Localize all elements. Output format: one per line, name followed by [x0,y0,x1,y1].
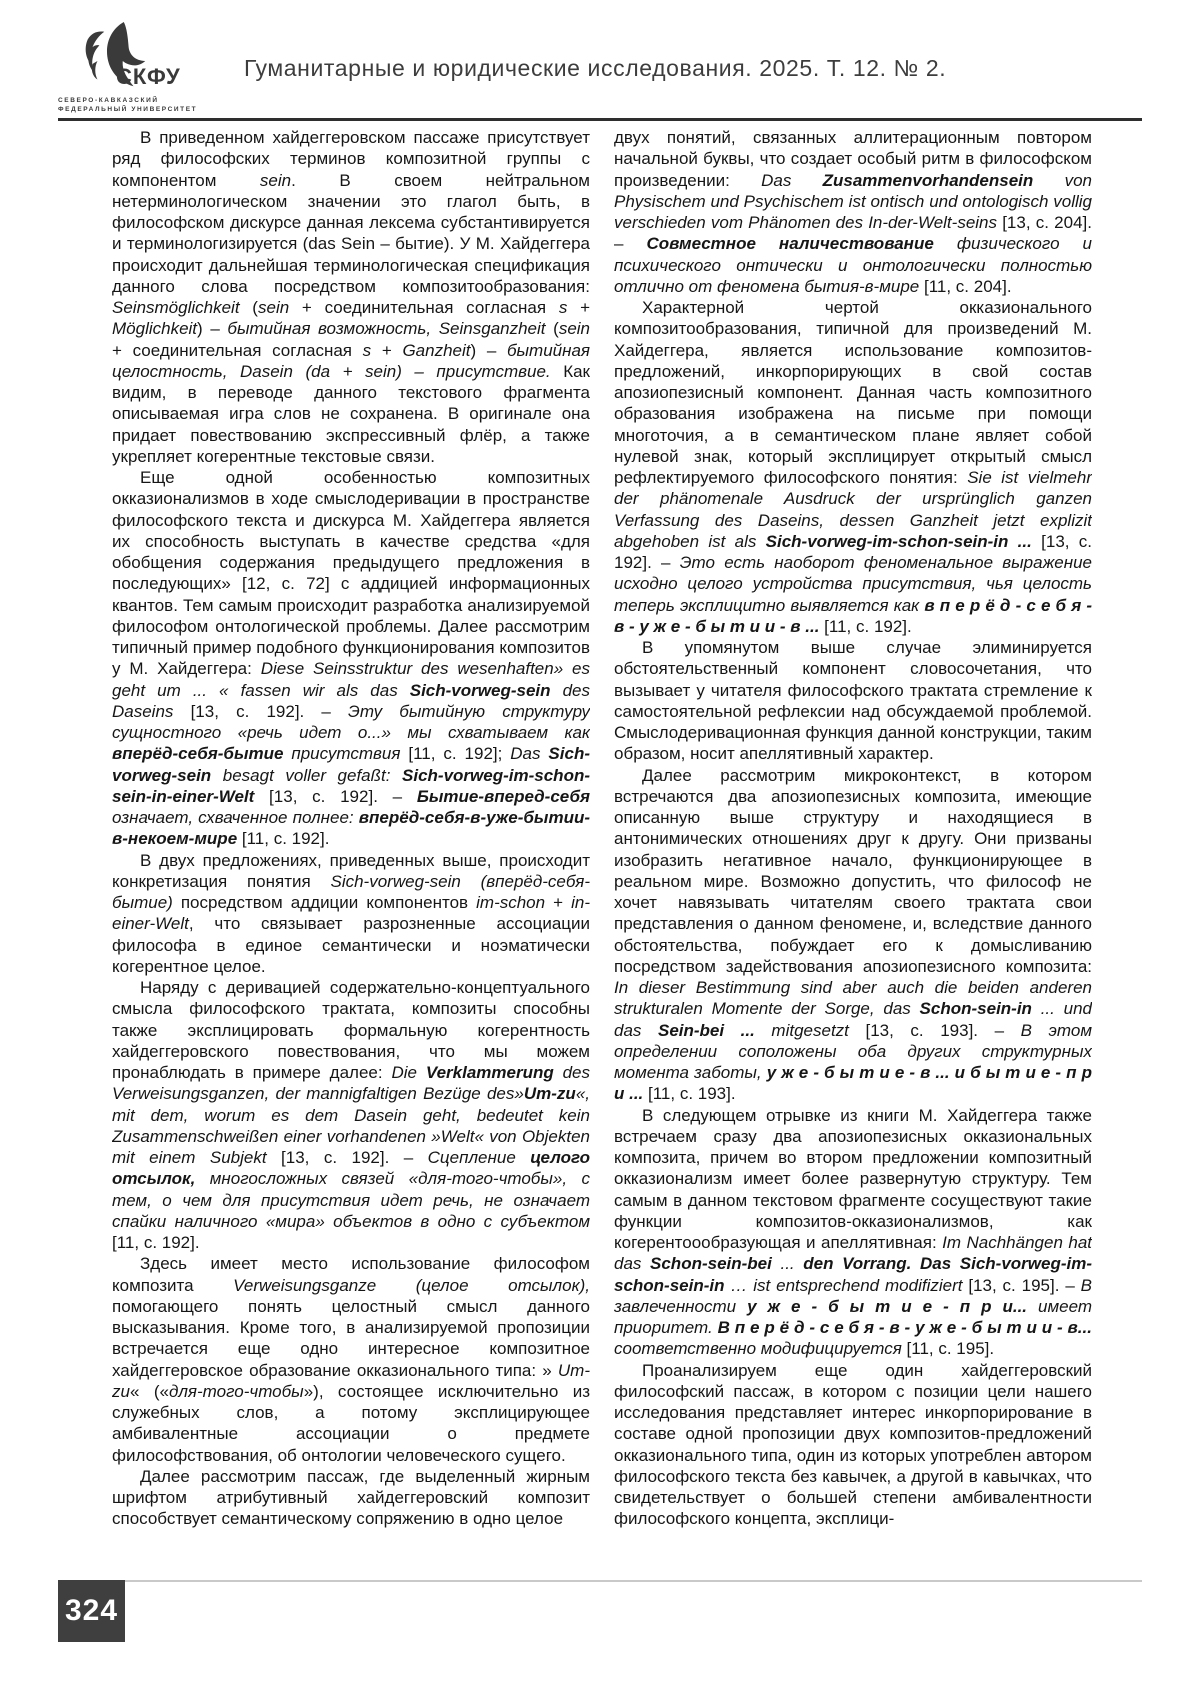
text-run: s [558,298,568,317]
text-run: помогающего понять целостный смысл данного высказывания. Кроме того, в анализируемой пропозиции встречается еще одно интересное композитное хайдеггеровское образование окказионального типа: » [112,1296,590,1380]
text-run: бытийная целостность, Dasein (da + sein) – присутствие. [112,340,590,381]
paragraph [112,850,590,978]
text-run: [11, с. 204]. [919,276,1012,296]
paragraph [112,467,590,850]
paragraph [614,1105,1092,1360]
text-run: многосложных связей «для-того-чтобы», с тем, о чем для присутствия идет речь, не означает спайки наличного «мира» объектов в одно с субъектом [112,1169,590,1231]
text-run: Verweisungsganze (целое отсылок), [233,1275,590,1295]
text-run: den Vorrang. Das Sich-vorweg-im-schon-sein-in [614,1254,1092,1295]
left-column [112,127,590,1575]
text-run: [11, с. 195]. [901,1339,995,1359]
logo-caption [58,96,218,114]
text-run: Это есть наоборот феноменальное выражение исходно целого устройства присутствия, чья целость теперь эксплицитно выявляется как [614,553,1092,615]
text-run: у ж е - б ы т и е - в ... и б ы т и е - п р и ... [614,1063,1092,1104]
text-run: + [371,340,403,360]
text-run: Совместное наличествование [646,234,934,254]
text-run: Проанализируем еще один хайдеггеровский философский пассаж, в котором с позиции цели нашего исследования представляет интерес инкорпорирование в составе одной пропозиции двух композитов-предложений окказионального типа, один из которых употреблен автором философского текста без кавычек, а другой в кавычках, что свидетельствует о большей степени амбивалентности философского концепта, эксплици- [614,1360,1092,1529]
text-run: Далее рассмотрим пассаж, где выделенный жирным шрифтом атрибутивный хайдеггеровский композит способствует семантическому сопряжению в одно целое [112,1466,590,1529]
paragraph [112,977,590,1253]
text-run: In dieser Bestimmung sind aber auch die beiden anderen strukturalen Momente der Sorge, das [614,978,1092,1019]
text-run: Verklammerung [425,1063,554,1082]
text-run: [11, с. 192]. [819,616,912,636]
paragraph [112,1253,590,1466]
paragraph [614,127,1092,297]
text-run: «, mit dem, worum es dem Dasein geht, bedeutet kein Zusammenschweißen einer vorhandenen »Welt« von Objekten mit einem Subjekt [112,1084,590,1167]
paragraph [614,1360,1092,1530]
text-run: , что связывает разрозненные ассоциации философа в единое семантически и ноэматически когерентное целое. [112,914,590,976]
text-run: В п е р ё д - с е б я - в - у ж е - б ы т и и - в... [717,1318,1092,1337]
text-run: [13, с. 193]. – [848,1020,1021,1040]
text-run: В двух предложениях, приведенных выше, происходит конкретизация понятия [112,850,590,891]
text-run: Das [761,170,823,190]
text-run: Diese Seinsstruktur des wesenhaften» es geht um ... « fassen wir als das [112,659,590,700]
text-run: ... [771,1254,804,1274]
text-run: ) – [470,340,507,360]
text-run: Как видим, в переводе данного текстового фрагмента описываемая игра слов не сохранена. В оригинале она придает повествованию экспрессивный флёр, а также укрепляет когерентные текстовые связи. [112,361,590,466]
text-run: im-schon [476,893,546,912]
text-run: Бытие-вперед-себя [416,786,590,806]
text-run: Sich-vorweg-sein [112,744,590,785]
text-run: sein [257,298,290,317]
text-run: двух понятий, связанных аллитерационным повтором начальной буквы, что создает особый ритм в философском произведении: [614,128,1092,190]
text-run: [13, с. 192]. – [254,786,417,806]
text-run: Здесь имеет место использование философом композита [112,1254,590,1295]
text-run: « (« [129,1381,169,1401]
text-run: вперёд-себя-в-уже-бытии-в-некоем-мире [112,808,590,849]
text-run: [11, с. 192]; [400,744,511,764]
text-run: Сцепление [427,1148,531,1167]
journal-title: Гуманитарные и юридические исследования. 2025. Т. 12. № 2. [244,54,947,81]
text-run: + соединительная согласная [112,340,363,360]
text-run: in-einer-Welt [112,893,590,934]
text-run: Наряду с деривацией содержательно-концептуального смысла философского трактата, композиты способны также эксплицировать формальную когерентность хайдеггеровского повествования, что мы можем пронаблюдать в примере далее: [112,978,590,1082]
article-body [112,127,1092,1575]
right-column [614,127,1092,1575]
text-run: Еще одной особенностью композитных окказионализмов в ходе смыслодеривации в пространстве философского текста и дискурса М. Хайдеггера является их способность выступать в качестве средства «для обобщения содержания предыдущего предложения в последующих» [12, с. 72] с аддицией информационных квантов. Тем самым происходит разработка анализируемой философом онтологической проблемы. Далее рассмотрим типичный пример подобного функционирования композитов у М. Хайдеггера: [112,468,590,679]
footer-rule [58,1580,1142,1582]
text-run: Das [510,744,549,764]
text-run: + [545,893,572,912]
text-run: В приведенном хайдеггеровском пассаже присутствует ряд философских терминов композитной группы с компонентом [112,128,590,190]
text-run: Schon-sein-in [919,999,1032,1019]
text-run: бытийная возможность, Seinsganzheit [227,319,546,339]
text-run: + соединительная согласная [289,298,559,317]
text-run: Im Nachhängen hat das [614,1233,1092,1274]
text-run: von Physischem und Psychischem ist ontisch und ontologisch vollig verschieden vom Phänomen des In-der-Welt-seins [614,170,1092,232]
text-run: соответственно модифицируется [614,1339,902,1359]
page-number-box [58,1580,125,1642]
text-run: ) – [197,319,228,339]
paragraph [112,127,590,467]
logo-caption-line1: СЕВЕРО-КАВКАЗСКИЙ [58,97,159,104]
text-run: sein [259,170,292,190]
text-run: В следующем отрывке из книги М. Хайдеггера также встречаем сразу два апозиопезисных окказиональных композита, причем во втором предложении композитный окказионализм имеет более развернутую структуру. Тем самым в данном текстовом фрагменте сосуществуют такие функции композитов-окказионализмов, как когерентоообразующая и апеллятивная: [614,1105,1092,1252]
text-run: посредством аддиции компонентов [172,893,477,912]
text-run: [13, с. 204]. – [614,213,1092,254]
text-run: [11, с. 193]. [643,1084,736,1104]
text-run: Sich-vorweg-sein (вперёд-себя-бытие) [112,871,590,912]
text-run: Sich-vorweg-sein [409,680,551,700]
text-run: Die [391,1063,426,1082]
paragraph [112,1466,590,1530]
text-run: + [567,298,590,317]
text-run: Характерной чертой окказионального композитообразования, типичной для произведений М. Хайдеггера, является использование композитов-предложений, инкорпорирующих в свой состав апозиопезисный компонент. Данная часть композитного образования изображена на письме при помощи многоточия, а в семантическом плане являет собой нулевой знак, который эксплицирует открытый смысл рефлектируемого философского понятия: [614,298,1092,487]
skfu-logo [58,20,208,116]
text-run: sein [558,319,590,339]
text-run: [11, с. 192]. [237,829,330,849]
text-run: вперёд-себя-бытие [112,744,284,764]
text-run: Zusammenvorhandensein [822,170,1034,190]
text-run: у ж е - б ы т и е - п р и... [747,1296,1028,1316]
text-run: des Daseins [112,680,590,721]
text-run: Um-zu [523,1084,576,1104]
text-run: »), состоящее исключительно из служебных слов, а потому эксплицирующее амбивалентные ассоциации о предмете философствования, об онтологии человеческого сущего. [112,1381,590,1465]
logo-acronym: СКФУ [116,64,181,89]
text-run: В упомянутом выше случае элиминируется обстоятельственный компонент словосочетания, что вызывает у читателя философского трактата стремление к самостоятельной рефлексии над обсуждаемой проблемой. Смыслодеривационная функция данной конструкции, таким образом, носит апеллятивный характер. [614,638,1092,764]
text-run: [13, с. 192]. – [266,1148,428,1167]
text-run: [13, с. 195]. – [962,1275,1081,1295]
text-run: Далее рассмотрим микроконтекст, в котором встречаются два апозиопезисных композита, имеющие описанную выше структуру и находящиеся в антонимических отношениях друг к другу. Они призваны изобразить негативное начало, функционирующее в реальном мире. Возможно допустить, что философ не хочет навязывать читателям своего трактата свои представления о данном феномене, и, вследствие данного обстоятельства, побуждает его к домысливанию посредством задействования апозиопезисного композита: [614,765,1092,976]
header [58,18,1142,121]
page-number: 324 [64,1594,119,1627]
text-run: Sich-vorweg-im-schon-sein-in ... [765,531,1032,551]
text-run: s [362,340,372,360]
text-run: [13, с. 192]. – [614,531,1092,572]
text-run: Möglichkeit [112,319,198,339]
text-run: В этом определении соположены оба других структурных момента заботы, [614,1020,1092,1082]
text-run: mitgesetzt [754,1020,849,1040]
text-run: Эту бытийную структуру сущностного «речь идет о...» мы схватываем как [112,701,590,742]
text-run: Sein-bei ... [657,1020,755,1040]
logo-caption-line2: ФЕДЕРАЛЬНЫЙ УНИВЕРСИТЕТ [58,106,198,113]
text-run: Ganzheit [402,340,471,360]
text-run: . В своем нейтральном нетерминологическом значении это глагол быть, в философском дискурсе данная лексема субстантивируется и терминологизируется (das Sein – бытие). У М. Хайдеггера происходит дальнейшая терминологическая спецификация данного слова посредством композитообразования: [112,170,590,296]
text-run: имеет приоритет. [614,1296,1092,1337]
text-run: присутствия [283,744,401,764]
text-run: означает, схваченное полнее: [112,808,359,827]
paragraph [614,297,1092,637]
text-run: ( [545,319,559,339]
text-run: для-того-чтобы [168,1381,304,1401]
paragraph [614,637,1092,765]
text-run: Sie ist vielmehr der phänomenale Ausdruck der ursprünglich ganzen Verfassung des Daseins, dessen Ganzheit jetzt explizit abgehoben ist als [614,468,1092,551]
text-run: ... und das [614,999,1092,1040]
text-run: целого отсылок, [112,1148,590,1189]
text-run: Sich-vorweg-im-schon-sein-in-einer-Welt [112,765,590,806]
text-run: В завлеченности [614,1275,1092,1316]
text-run: ( [239,298,258,317]
text-run: … ist entsprechend modifiziert [724,1275,963,1295]
text-run: [11, с. 192]. [112,1233,200,1252]
text-run: [13, с. 192]. – [173,701,349,721]
text-run: besagt voller gefaßt: [211,765,403,785]
text-run: Seinsmöglichkeit [112,298,240,317]
text-run: в п е р ё д - с е б я - в - у ж е - б ы т и и - в ... [614,595,1092,636]
paragraph [614,765,1092,1105]
text-run: des Verweisungsganzen, der mannigfaltigen Bezüge des» [112,1063,590,1104]
text-run: Schon-sein-bei [650,1254,772,1274]
text-run: Um-zu [112,1360,590,1401]
text-run: физического и психического онтически и онтологически полностью отлично от феномена бытия-в-мире [614,234,1092,296]
